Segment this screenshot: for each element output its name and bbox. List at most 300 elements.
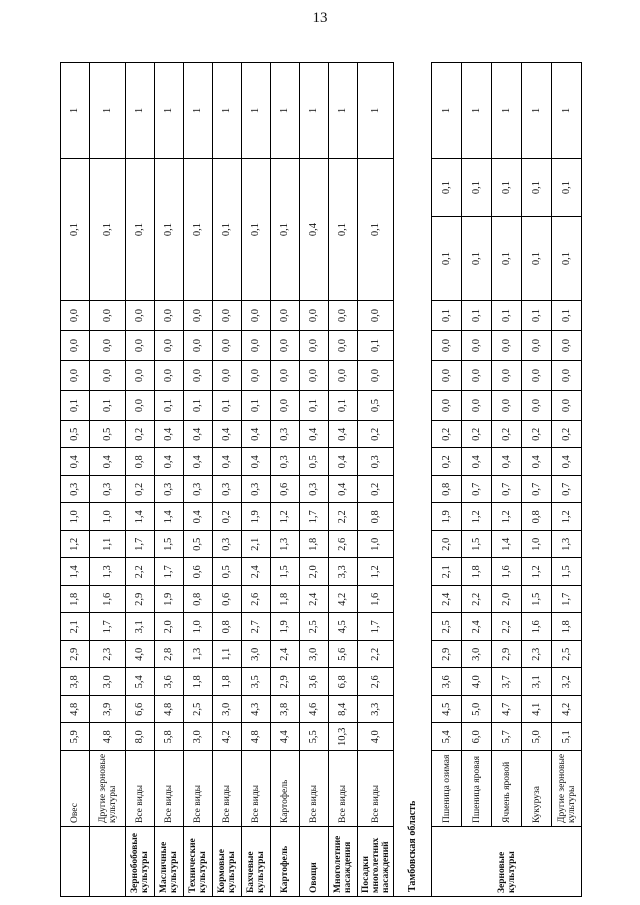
value-cell: 1,8 [300, 531, 329, 559]
table-row [242, 63, 271, 897]
value-cell: 0,1 [155, 159, 184, 301]
value-cell: 0,0 [242, 361, 271, 391]
value-cell: 0,0 [552, 331, 582, 361]
value-cell: 2,5 [184, 696, 213, 724]
value-cell: 8,0 [126, 723, 155, 751]
value-cell: 0,2 [358, 476, 394, 504]
value-cell: 1,2 [462, 503, 492, 531]
value-cell: 1,5 [462, 531, 492, 559]
value-cell: 0,0 [242, 331, 271, 361]
value-cell: 4,4 [271, 723, 300, 751]
value-cell: 0,1 [432, 159, 462, 217]
value-cell: 0,1 [432, 217, 462, 301]
value-cell: 1,9 [242, 503, 271, 531]
category-cell: Многолетние насаждения [329, 827, 358, 897]
value-cell: 0,2 [552, 421, 582, 449]
value-cell: 0,0 [329, 301, 358, 331]
value-cell: 2,6 [329, 531, 358, 559]
value-cell: 0,0 [300, 301, 329, 331]
value-cell: 3,0 [184, 723, 213, 751]
value-cell: 1 [358, 63, 394, 159]
value-cell: 1,1 [90, 531, 126, 559]
value-cell: 1 [90, 63, 126, 159]
value-cell: 5,8 [155, 723, 184, 751]
value-cell: 0,8 [184, 586, 213, 614]
crop-cell: Все виды [213, 751, 242, 827]
value-cell: 1 [522, 63, 552, 159]
value-cell: 1,2 [522, 558, 552, 586]
value-cell: 0,4 [213, 421, 242, 449]
crop-cell: Все виды [358, 751, 394, 827]
value-cell: 0,0 [242, 301, 271, 331]
value-cell: 0,4 [300, 421, 329, 449]
value-cell: 2,2 [492, 613, 522, 641]
value-cell: 0,2 [432, 421, 462, 449]
value-cell: 0,0 [300, 331, 329, 361]
value-cell: 0,6 [213, 586, 242, 614]
value-cell: 2,1 [432, 558, 462, 586]
value-cell: 3,1 [126, 613, 155, 641]
value-cell: 5,6 [329, 641, 358, 669]
value-cell: 1,6 [90, 586, 126, 614]
value-cell: 2,2 [358, 641, 394, 669]
value-cell: 0,2 [358, 421, 394, 449]
value-cell: 0,4 [329, 448, 358, 476]
table-row [300, 63, 329, 897]
crop-cell: Пшеница яровая [462, 751, 492, 827]
value-cell: 3,0 [242, 641, 271, 669]
rotated-table-container [60, 62, 600, 897]
value-cell: 0,0 [184, 331, 213, 361]
value-cell: 1,0 [184, 613, 213, 641]
value-cell: 0,6 [271, 476, 300, 504]
value-cell: 0,0 [90, 361, 126, 391]
crop-cell: Овес [61, 751, 90, 827]
value-cell: 0,6 [184, 558, 213, 586]
value-cell: 4,3 [242, 696, 271, 724]
value-cell: 2,0 [155, 613, 184, 641]
crop-cell: Картофель [271, 751, 300, 827]
value-cell: 5,0 [462, 696, 492, 724]
value-cell: 0,4 [184, 421, 213, 449]
value-cell: 0,4 [462, 448, 492, 476]
value-cell: 2,1 [61, 613, 90, 641]
value-cell: 1 [492, 63, 522, 159]
value-cell: 0,3 [213, 476, 242, 504]
value-cell: 3,8 [271, 696, 300, 724]
value-cell: 5,7 [492, 723, 522, 751]
value-cell: 0,0 [358, 301, 394, 331]
value-cell: 0,3 [242, 476, 271, 504]
value-cell: 2,7 [242, 613, 271, 641]
value-cell: 0,0 [213, 301, 242, 331]
value-cell: 1 [213, 63, 242, 159]
value-cell: 3,9 [90, 696, 126, 724]
value-cell: 1,5 [552, 558, 582, 586]
value-cell: 0,1 [358, 159, 394, 301]
table-row [552, 63, 582, 897]
value-cell: 0,4 [329, 476, 358, 504]
value-cell: 0,8 [213, 613, 242, 641]
value-cell: 0,0 [552, 391, 582, 421]
value-cell: 0,1 [61, 391, 90, 421]
value-cell: 0,8 [432, 476, 462, 504]
value-cell: 2,9 [432, 641, 462, 669]
value-cell: 0,2 [492, 421, 522, 449]
value-cell: 3,0 [300, 641, 329, 669]
value-cell: 1 [300, 63, 329, 159]
value-cell: 2,2 [462, 586, 492, 614]
value-cell: 1 [329, 63, 358, 159]
table-row [432, 63, 462, 897]
value-cell: 1 [184, 63, 213, 159]
value-cell: 0,0 [432, 391, 462, 421]
value-cell: 0,0 [462, 391, 492, 421]
value-cell: 1,0 [522, 531, 552, 559]
value-cell: 1 [462, 63, 492, 159]
value-cell: 1,2 [61, 531, 90, 559]
value-cell: 2,0 [432, 531, 462, 559]
value-cell: 5,0 [522, 723, 552, 751]
value-cell: 2,4 [242, 558, 271, 586]
value-cell: 0,3 [61, 476, 90, 504]
value-cell: 1,7 [126, 531, 155, 559]
value-cell: 0,0 [126, 391, 155, 421]
value-cell: 0,0 [61, 361, 90, 391]
value-cell: 2,8 [155, 641, 184, 669]
value-cell: 0,3 [300, 476, 329, 504]
value-cell: 0,0 [155, 361, 184, 391]
value-cell: 0,0 [213, 331, 242, 361]
value-cell: 1,0 [358, 531, 394, 559]
table-row [213, 63, 242, 897]
value-cell: 0,8 [522, 503, 552, 531]
value-cell: 0,7 [492, 476, 522, 504]
value-cell: 1,7 [90, 613, 126, 641]
value-cell: 0,3 [271, 448, 300, 476]
value-cell: 3,0 [462, 641, 492, 669]
value-cell: 0,4 [213, 448, 242, 476]
value-cell: 2,9 [126, 586, 155, 614]
value-cell: 1 [432, 63, 462, 159]
value-cell: 4,0 [126, 641, 155, 669]
value-cell: 1,7 [358, 613, 394, 641]
value-cell: 0,1 [492, 301, 522, 331]
value-cell: 4,2 [329, 586, 358, 614]
value-cell: 0,7 [552, 476, 582, 504]
value-cell: 0,0 [61, 331, 90, 361]
value-cell: 0,2 [522, 421, 552, 449]
crop-cell: Все виды [242, 751, 271, 827]
value-cell: 0,1 [90, 159, 126, 301]
value-cell: 0,5 [300, 448, 329, 476]
value-cell: 0,1 [329, 391, 358, 421]
value-cell: 2,5 [552, 641, 582, 669]
crop-cell: Все виды [184, 751, 213, 827]
value-cell: 0,0 [522, 361, 552, 391]
category-cell [61, 827, 90, 897]
value-cell: 4,8 [90, 723, 126, 751]
value-cell: 1,4 [492, 531, 522, 559]
value-cell: 0,1 [492, 159, 522, 217]
value-cell: 1,3 [184, 641, 213, 669]
value-cell: 2,9 [61, 641, 90, 669]
value-cell: 0,0 [126, 301, 155, 331]
value-cell: 5,4 [432, 723, 462, 751]
value-cell: 0,1 [432, 301, 462, 331]
table-row [492, 63, 522, 897]
value-cell: 0,1 [213, 159, 242, 301]
value-cell: 0,5 [90, 421, 126, 449]
value-cell: 0,5 [184, 531, 213, 559]
value-cell: 4,5 [432, 696, 462, 724]
value-cell: 1,3 [552, 531, 582, 559]
value-cell: 10,3 [329, 723, 358, 751]
value-cell: 0,0 [184, 361, 213, 391]
value-cell: 0,4 [90, 448, 126, 476]
value-cell: 0,4 [522, 448, 552, 476]
value-cell: 2,6 [242, 586, 271, 614]
table-row [90, 63, 126, 897]
value-cell: 0,3 [213, 531, 242, 559]
value-cell: 1 [242, 63, 271, 159]
value-cell: 0,4 [184, 503, 213, 531]
value-cell: 1,6 [522, 613, 552, 641]
value-cell: 5,5 [300, 723, 329, 751]
value-cell: 0,0 [90, 301, 126, 331]
value-cell: 1,9 [155, 586, 184, 614]
crop-cell: Ячмень яровой [492, 751, 522, 827]
region-row [394, 63, 432, 897]
value-cell: 8,4 [329, 696, 358, 724]
value-cell: 1,5 [522, 586, 552, 614]
value-cell: 0,4 [155, 421, 184, 449]
value-cell: 0,2 [126, 421, 155, 449]
value-cell: 0,1 [462, 301, 492, 331]
value-cell: 4,8 [242, 723, 271, 751]
value-cell: 0,1 [552, 159, 582, 217]
value-cell: 0,0 [90, 331, 126, 361]
value-cell: 1,9 [271, 613, 300, 641]
value-cell: 1,1 [213, 641, 242, 669]
value-cell: 1,7 [300, 503, 329, 531]
value-cell: 1,4 [61, 558, 90, 586]
value-cell: 1,2 [271, 503, 300, 531]
value-cell: 0,1 [61, 159, 90, 301]
value-cell: 0,2 [432, 448, 462, 476]
value-cell: 0,1 [242, 391, 271, 421]
table-row [522, 63, 552, 897]
value-cell: 0,8 [358, 503, 394, 531]
value-cell: 4,8 [155, 696, 184, 724]
value-cell: 1,0 [61, 503, 90, 531]
value-cell: 1,2 [552, 503, 582, 531]
value-cell: 1,2 [358, 558, 394, 586]
category-cell: Зерновые культуры [432, 827, 582, 897]
value-cell: 4,0 [462, 668, 492, 696]
value-cell: 1,8 [213, 668, 242, 696]
category-cell: Картофель [271, 827, 300, 897]
value-cell: 2,4 [300, 586, 329, 614]
value-cell: 2,9 [492, 641, 522, 669]
value-cell: 2,6 [358, 668, 394, 696]
value-cell: 1,4 [155, 503, 184, 531]
value-cell: 4,8 [61, 696, 90, 724]
region-cell: Тамбовская область [394, 217, 432, 897]
value-cell: 0,0 [184, 301, 213, 331]
value-cell: 0,0 [213, 361, 242, 391]
value-cell: 0,1 [492, 217, 522, 301]
crop-cell: Все виды [126, 751, 155, 827]
value-cell: 1 [271, 63, 300, 159]
value-cell: 6,6 [126, 696, 155, 724]
value-cell: 1,8 [271, 586, 300, 614]
value-cell: 0,1 [522, 301, 552, 331]
value-cell: 3,6 [300, 668, 329, 696]
value-cell: 0,4 [242, 448, 271, 476]
value-cell: 1,5 [155, 531, 184, 559]
value-cell: 1,7 [155, 558, 184, 586]
value-cell: 1,6 [492, 558, 522, 586]
value-cell: 0,1 [126, 159, 155, 301]
value-cell: 2,0 [300, 558, 329, 586]
value-cell: 0,3 [271, 421, 300, 449]
value-cell: 1,8 [462, 558, 492, 586]
value-cell: 0,1 [522, 159, 552, 217]
value-cell: 1,6 [358, 586, 394, 614]
value-cell: 2,2 [126, 558, 155, 586]
value-cell: 4,6 [300, 696, 329, 724]
value-cell: 3,3 [329, 558, 358, 586]
value-cell: 0,1 [184, 159, 213, 301]
value-cell: 2,3 [90, 641, 126, 669]
value-cell: 0,4 [155, 448, 184, 476]
page-number: 13 [312, 10, 328, 26]
value-cell: 0,0 [329, 361, 358, 391]
category-cell: Масличные культуры [155, 827, 184, 897]
value-cell: 1 [61, 63, 90, 159]
value-cell: 2,4 [462, 613, 492, 641]
value-cell: 1 [126, 63, 155, 159]
value-cell: 0,0 [522, 331, 552, 361]
value-cell: 0,0 [432, 361, 462, 391]
value-cell: 0,0 [300, 361, 329, 391]
table-row [126, 63, 155, 897]
value-cell: 1,8 [552, 613, 582, 641]
value-cell: 0,5 [358, 391, 394, 421]
category-cell: Посадки многолетних насаждений [358, 827, 394, 897]
value-cell: 0,0 [432, 331, 462, 361]
value-cell: 4,0 [358, 723, 394, 751]
value-cell: 3,0 [213, 696, 242, 724]
value-cell: 0,0 [492, 361, 522, 391]
value-cell: 0,1 [552, 301, 582, 331]
value-cell: 3,1 [522, 668, 552, 696]
value-cell: 1,9 [432, 503, 462, 531]
value-cell: 4,2 [213, 723, 242, 751]
value-cell: 5,4 [126, 668, 155, 696]
value-cell: 2,5 [432, 613, 462, 641]
value-cell: 4,7 [492, 696, 522, 724]
value-cell: 1,3 [271, 531, 300, 559]
value-cell: 5,1 [552, 723, 582, 751]
table-row [329, 63, 358, 897]
value-cell: 0,0 [126, 361, 155, 391]
table-row [358, 63, 394, 897]
category-cell [90, 827, 126, 897]
value-cell: 0,5 [213, 558, 242, 586]
crop-cell: Другие зерновые культуры [552, 751, 582, 827]
value-cell: 0,7 [462, 476, 492, 504]
value-cell: 1,2 [492, 503, 522, 531]
value-cell: 0,3 [90, 476, 126, 504]
value-cell: 0,2 [213, 503, 242, 531]
value-cell: 0,1 [358, 331, 394, 361]
value-cell: 0,0 [126, 331, 155, 361]
value-cell: 0,1 [184, 391, 213, 421]
crop-cell: Пшеница озимая [432, 751, 462, 827]
value-cell: 1,5 [271, 558, 300, 586]
value-cell: 0,0 [271, 361, 300, 391]
value-cell: 0,1 [155, 391, 184, 421]
value-cell: 3,8 [61, 668, 90, 696]
table-row [462, 63, 492, 897]
category-cell: Овощи [300, 827, 329, 897]
value-cell: 0,7 [522, 476, 552, 504]
value-cell: 0,1 [462, 217, 492, 301]
category-cell: Бахчевые культуры [242, 827, 271, 897]
value-cell: 6,0 [462, 723, 492, 751]
value-cell: 0,1 [90, 391, 126, 421]
crop-cell: Все виды [329, 751, 358, 827]
value-cell: 1,8 [61, 586, 90, 614]
value-cell: 1,0 [90, 503, 126, 531]
category-cell: Технические культуры [184, 827, 213, 897]
value-cell: 0,0 [552, 361, 582, 391]
value-cell: 0,0 [271, 331, 300, 361]
value-cell: 0,0 [61, 301, 90, 331]
value-cell: 1,3 [90, 558, 126, 586]
value-cell: 2,4 [271, 641, 300, 669]
value-cell: 0,3 [358, 448, 394, 476]
table-row [61, 63, 90, 897]
value-cell: 0,4 [492, 448, 522, 476]
value-cell: 0,4 [300, 159, 329, 301]
value-cell: 0,4 [61, 448, 90, 476]
crop-cell: Все виды [300, 751, 329, 827]
value-cell: 2,2 [329, 503, 358, 531]
value-cell: 0,1 [552, 217, 582, 301]
category-cell: Кормовые культуры [213, 827, 242, 897]
value-cell: 0,0 [329, 331, 358, 361]
value-cell: 0,4 [184, 448, 213, 476]
value-cell: 0,1 [213, 391, 242, 421]
crop-cell: Все виды [155, 751, 184, 827]
value-cell: 0,1 [242, 159, 271, 301]
value-cell: 0,1 [462, 159, 492, 217]
value-cell: 3,7 [492, 668, 522, 696]
value-cell: 0,0 [271, 301, 300, 331]
value-cell: 0,1 [271, 159, 300, 301]
value-cell: 0,8 [126, 448, 155, 476]
value-cell: 0,3 [155, 476, 184, 504]
crop-cell: Кукуруза [522, 751, 552, 827]
value-cell: 4,1 [522, 696, 552, 724]
value-cell: 0,4 [552, 448, 582, 476]
value-cell: 0,0 [492, 331, 522, 361]
table-row [155, 63, 184, 897]
value-cell: 0,0 [155, 331, 184, 361]
